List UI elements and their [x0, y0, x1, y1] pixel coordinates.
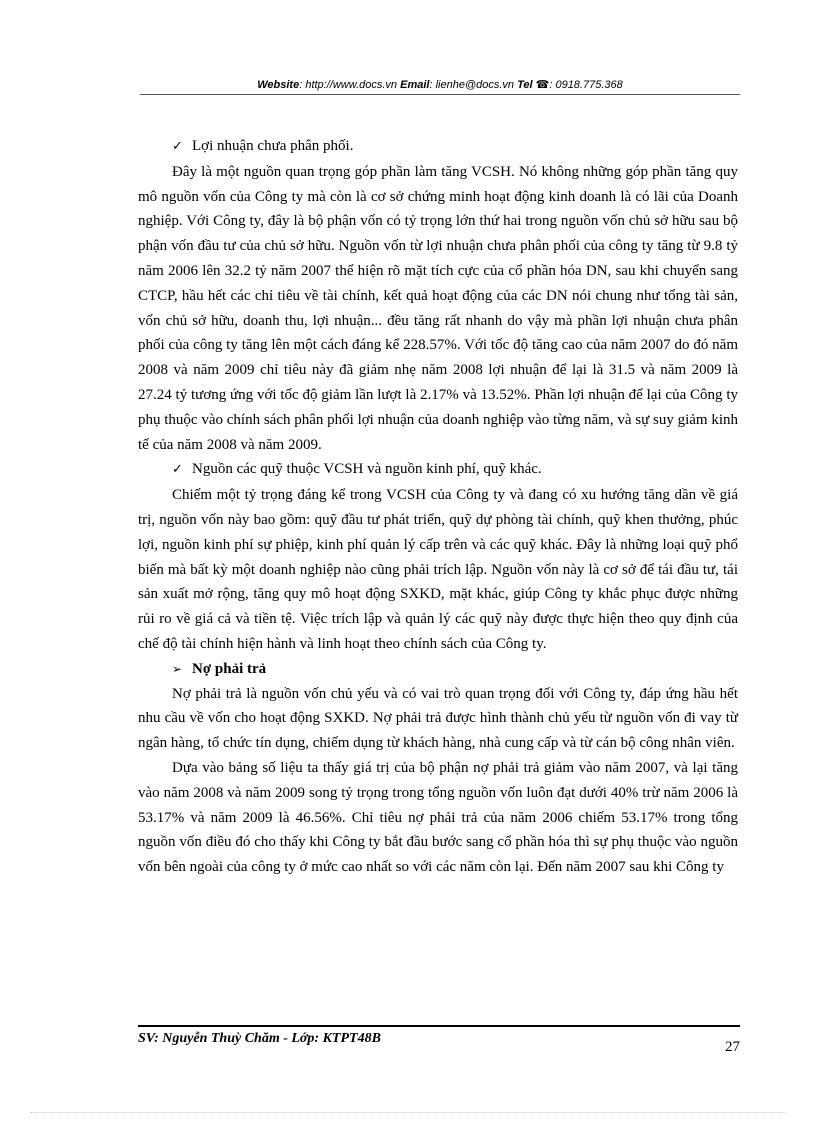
body-paragraph: Dựa vào bảng số liệu ta thấy giá trị của bộ phận nợ phải trả giảm vào năm 2007, và lại tăng vào năm 2008 và năm 2009 song tỷ trọng trong tổng nguồn vốn luôn đạt dưới 40% trừ năm 2006 là 53.17% và năm 2009 là 46.56%. Chỉ tiêu nợ phải trả của năm 2006 chiếm 53.17% trong tổng nguồn vốn điều đó cho thấy khi Công ty bắt đầu bước sang cổ phần hóa thì sự phụ thuộc vào nguồn vốn bên ngoài của công ty ở mức cao nhất so với các năm còn lại. Đến năm 2007 sau khi Công ty: [138, 759, 738, 876]
check-bullet-item: [138, 457, 738, 483]
checkmark-icon: ✓: [172, 139, 183, 154]
document-body: [138, 134, 738, 880]
footer-divider: [138, 1025, 740, 1027]
tel-value: : 0918.775.368: [549, 79, 623, 91]
header-divider: [140, 94, 740, 95]
section-heading: [138, 657, 738, 682]
body-paragraph: Nợ phải trả là nguồn vốn chủ yếu và có vai trò quan trọng đối với Công ty, đáp ứng hầu hết nhu cầu về vốn cho hoạt động SXKD. Nợ phải trả được hình thành chủ yếu từ nguồn vốn đi vay từ ngân hàng, tổ chức tín dụng, chiếm dụng từ khách hàng, nhà cung cấp và từ cán bộ công nhân viên.: [138, 685, 738, 752]
checkmark-icon: ✓: [172, 462, 183, 478]
check-bullet-item: [138, 134, 738, 160]
page-bottom-edge: [30, 1112, 786, 1113]
bullet-text: Nguồn các quỹ thuộc VCSH và nguồn kinh phí, quỹ khác.: [192, 461, 542, 478]
arrow-bullet-icon: ➢: [172, 661, 183, 676]
website-label: Website: [257, 79, 300, 91]
body-paragraph: Đây là một nguồn quan trọng góp phần làm tăng VCSH. Nó không những góp phần tăng quy mô nguồn vốn của Công ty mà còn là cơ sở chứng minh hoạt động kinh doanh là có lãi của Doanh nghiệp. Với Công ty, đây là bộ phận vốn có tỷ trọng lớn thứ hai trong nguồn vốn chủ sở hữu sau bộ phận vốn đầu tư của chủ sở hữu. Nguồn vốn từ lợi nhuận chưa phân phối của công ty tăng từ 9.8 tỷ năm 2006 lên 32.2 tỷ năm 2007 thể hiện rõ mặt tích cực của cổ phần hóa DN, sau khi chuyển sang CTCP, hầu hết các chỉ tiêu về tài chính, kết quả hoạt động của các DN nói chung như tổng tài sản, vốn chủ sở hữu, doanh thu, lợi nhuận... đều tăng rất nhanh do vậy mà phần lợi nhuận chưa phân phối của công ty tăng lên một cách đáng kể 228.57%. Với tốc độ tăng cao của năm 2007 do đó năm 2008 và năm 2009 chỉ tiêu này đã giảm nhẹ năm 2008 lợi nhuận để lại là 31.5 và năm 2009 là 27.24 tỷ tương ứng với tốc độ giảm lần lượt là 2.17% và 13.52%. Phần lợi nhuận để lại của Công ty phụ thuộc vào chính sách phân phối lợi nhuận của doanh nghiệp vào từng năm, và sự suy giảm kinh tế của năm 2008 và năm 2009.: [138, 163, 738, 453]
heading-text: Nợ phải trả: [192, 660, 267, 677]
footer-author: SV: Nguyễn Thuỳ Chăm - Lớp: KTPT48B: [138, 1031, 381, 1046]
bullet-text: Lợi nhuận chưa phân phối.: [192, 138, 354, 154]
email-value: : lienhe@docs.vn: [429, 79, 515, 91]
website-value: : http://www.docs.vn: [299, 79, 398, 91]
tel-label: Tel: [517, 79, 533, 91]
page-number: 27: [725, 1039, 740, 1055]
email-label: Email: [400, 79, 430, 91]
body-paragraph: Chiếm một tỷ trọng đáng kể trong VCSH của Công ty và đang có xu hướng tăng dần về giá trị, nguồn vốn này bao gồm: quỹ đầu tư phát triển, quỹ dự phòng tài chính, quỹ khen thưởng, phúc lợi, nguồn kinh phí sự phiệp, kinh phí quản lý cấp trên và các quỹ khác. Đây là những loại quỹ phổ biến mà bất kỳ một doanh nghiệp nào cũng phải trích lập. Nguồn vốn này là cơ sở để tái đầu tư, tái sản xuất mở rộng, tăng quy mô hoạt động SXKD, mặt khác, giúp Công ty khắc phục được những rủi ro về giá cả và tiền tệ. Việc trích lập và quản lý các quỹ này được thực hiện theo quy định của chế độ tài chính hiện hành và linh hoạt theo chính sách của Công ty.: [138, 487, 738, 652]
page-header: [140, 76, 740, 96]
phone-icon: ☎: [535, 78, 550, 91]
